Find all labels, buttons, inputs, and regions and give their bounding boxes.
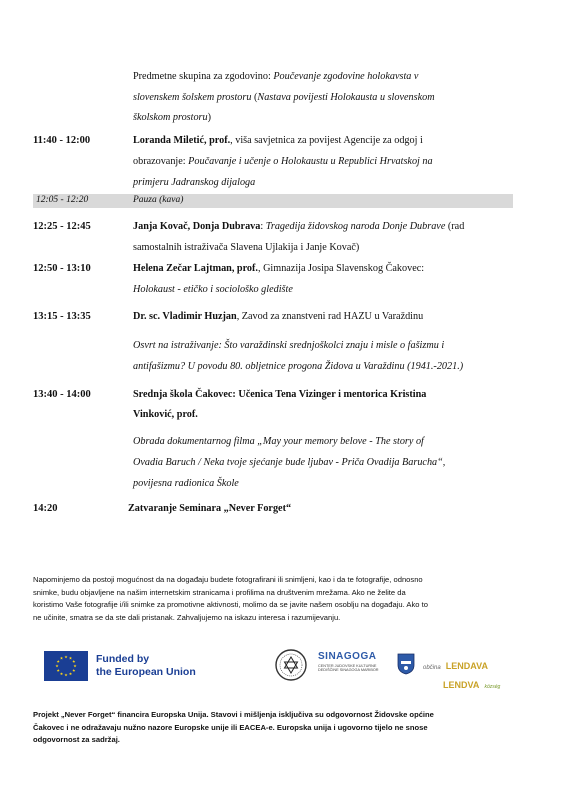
pause-row-background — [33, 194, 513, 208]
disclaimer-line: Projekt „Never Forget“ financira Europska Unija. Stavovi i mišljenja isključiva su odgovornost Židovske općine — [33, 710, 434, 719]
sinagoga-logo — [318, 651, 379, 672]
notice-line: ne učinite, smatra se da ste dali pristanak. Zahvaljujemo na iskazu interesa i razumijevanju. — [33, 612, 341, 622]
eu-star — [72, 660, 75, 663]
obcina-label: občina — [423, 665, 441, 671]
time-slot-2: 12:25 - 12:45 — [33, 221, 91, 232]
eu-line-2: the European Union — [96, 666, 196, 678]
lendava-name: LENDAVA — [445, 661, 488, 671]
eu-star — [60, 672, 63, 675]
s5-talk-1: Obrada dokumentarnog filma „May your memory belove - The story of — [133, 436, 424, 447]
eu-star — [69, 672, 72, 675]
talk-title: Poučavanje i učenje o Holokaustu u Republici Hrvatskoj na — [188, 156, 433, 167]
speaker-name: Dr. sc. Vladimir Huzjan — [133, 311, 237, 322]
speaker-affiliation: , Gimnazija Josipa Slavenskog Čakovec: — [257, 263, 425, 274]
intro-line-1 — [133, 66, 418, 87]
lendava-logo — [423, 654, 500, 692]
time-slot-4: 13:15 - 13:35 — [33, 311, 91, 322]
speaker-name: Helena Zečar Lajtman, prof. — [133, 263, 258, 274]
intro-title-2: slovenskem šolskem prostoru — [133, 92, 252, 103]
lendava-row-2 — [443, 673, 500, 692]
pause-label: Pauza (kava) — [133, 195, 184, 205]
s2-line-1 — [133, 216, 464, 237]
intro-text: Predmetne skupina za zgodovino: — [133, 71, 274, 82]
separator: : — [260, 221, 266, 232]
speaker-affiliation: , Zavod za znanstveni rad HAZU u Varaždinu — [236, 311, 424, 322]
speaker-name: Janja Kovač, Donja Dubrava — [133, 221, 261, 232]
intro-title-4: školskom prostoru — [133, 112, 208, 123]
notice-line: snimke, budu objavljene na našim internetskim stranicama i profilima na društvenim mrežama. Ako ne želite da — [33, 587, 406, 597]
intro-title: Poučevanje zgodovine holokavsta v — [273, 71, 419, 82]
eu-funding-text — [96, 653, 196, 679]
speaker-name: Loranda Miletić, prof. — [133, 135, 231, 146]
star-of-david-seal-icon — [275, 649, 307, 681]
eu-line-1: Funded by — [96, 653, 150, 665]
notice-line: Napominjemo da postoji mogućnost da na događaju budete fotografirani ili snimljeni, kao i da te fotografije, odnosno — [33, 575, 423, 584]
s1-line-3: primjeru Jadranskog dijaloga — [133, 177, 256, 188]
s5-line-1: Srednja škola Čakovec: Učenica Tena Vizinger i mentorica Kristina — [133, 389, 427, 400]
eu-star — [64, 673, 67, 676]
eu-stars-icon — [44, 651, 88, 681]
intro-line-3 — [133, 107, 211, 128]
s4-talk-1: Osvrt na istraživanje: Što varaždinski srednjoškolci znaju i misle o fašizmu i — [133, 340, 445, 351]
intro-paren-close: ) — [207, 112, 212, 123]
sinagoga-title: SINAGOGA — [318, 651, 377, 662]
s5-line-2: Vinković, prof. — [133, 409, 198, 420]
eu-star — [60, 657, 63, 660]
lendva-name: LENDVA — [443, 680, 480, 690]
sinagoga-subtitle-2: DEDIŠČINE SINAGOGA MARIBOR — [318, 668, 379, 672]
s3-line-1 — [133, 258, 424, 279]
notice-line: koristimo Vaše fotografije i/ili snimke za promotivne aktivnosti, molimo da se javite našem osoblju na događaju. Ako to — [33, 600, 428, 609]
intro-line-2 — [133, 87, 435, 108]
lendava-row-1 — [423, 654, 500, 673]
s4-talk-2: antifašizmu? U povodu 80. obljetnice progona Židova u Varaždinu (1941.-2021.) — [133, 361, 464, 372]
shield-icon — [397, 653, 415, 675]
time-slot-5: 13:40 - 14:00 — [33, 389, 91, 400]
s3-line-2: Holokaust - etičko i sociološko gledište — [133, 284, 293, 295]
intro-title-3: Nastava povijesti Holokausta u slovenskom — [257, 92, 435, 103]
sinagoga-subtitle-1: CENTER JUDOVSKE KULTURNE — [318, 664, 377, 668]
talk-note: (rad — [445, 221, 465, 232]
funding-disclaimer — [33, 709, 533, 747]
eu-star — [72, 669, 75, 672]
kozseg-label: község — [484, 684, 501, 690]
s2-line-2: samostalnih istraživača Slavena Ujlakija i Janje Kovač) — [133, 242, 360, 253]
eu-star — [73, 664, 76, 667]
talk-title: Tragedija židovskog naroda Donje Dubrave — [265, 221, 446, 232]
s5-talk-3: povijesna radionica Škole — [133, 478, 239, 489]
eu-star — [57, 660, 60, 663]
time-slot-1: 11:40 - 12:00 — [33, 135, 91, 146]
community-seal-logo — [275, 649, 307, 681]
eu-star — [55, 664, 58, 667]
eu-flag-logo — [44, 651, 88, 681]
eu-star — [64, 655, 67, 658]
closing-label: Zatvaranje Seminara „Never Forget“ — [128, 503, 292, 514]
s1-line-2 — [133, 151, 433, 172]
time-slot-3: 12:50 - 13:10 — [33, 263, 91, 274]
time-slot-6: 14:20 — [33, 503, 58, 514]
coat-of-arms-logo — [397, 653, 415, 675]
pause-time: 12:05 - 12:20 — [36, 195, 89, 205]
disclaimer-line: odgovornost za sadržaj. — [33, 735, 120, 744]
speaker-role: , viša savjetnica za povijest Agencije za odgoj i — [230, 135, 423, 146]
photo-notice — [33, 574, 533, 624]
eu-star — [69, 657, 72, 660]
s1-line-1 — [133, 130, 423, 151]
speaker-role-2: obrazovanje: — [133, 156, 189, 167]
eu-star — [57, 669, 60, 672]
disclaimer-line: Čakovec i ne odražavaju nužno nazore Europske unije ili EACEA-e. Europska unija i ugovorno tijelo ne snose — [33, 722, 428, 732]
intro-paren: ( — [251, 92, 258, 103]
s4-line-1 — [133, 306, 423, 327]
s5-talk-2: Ovadia Baruch / Neka tvoje sjećanje bude ljubav - Priča Ovadija Barucha“, — [133, 457, 446, 468]
